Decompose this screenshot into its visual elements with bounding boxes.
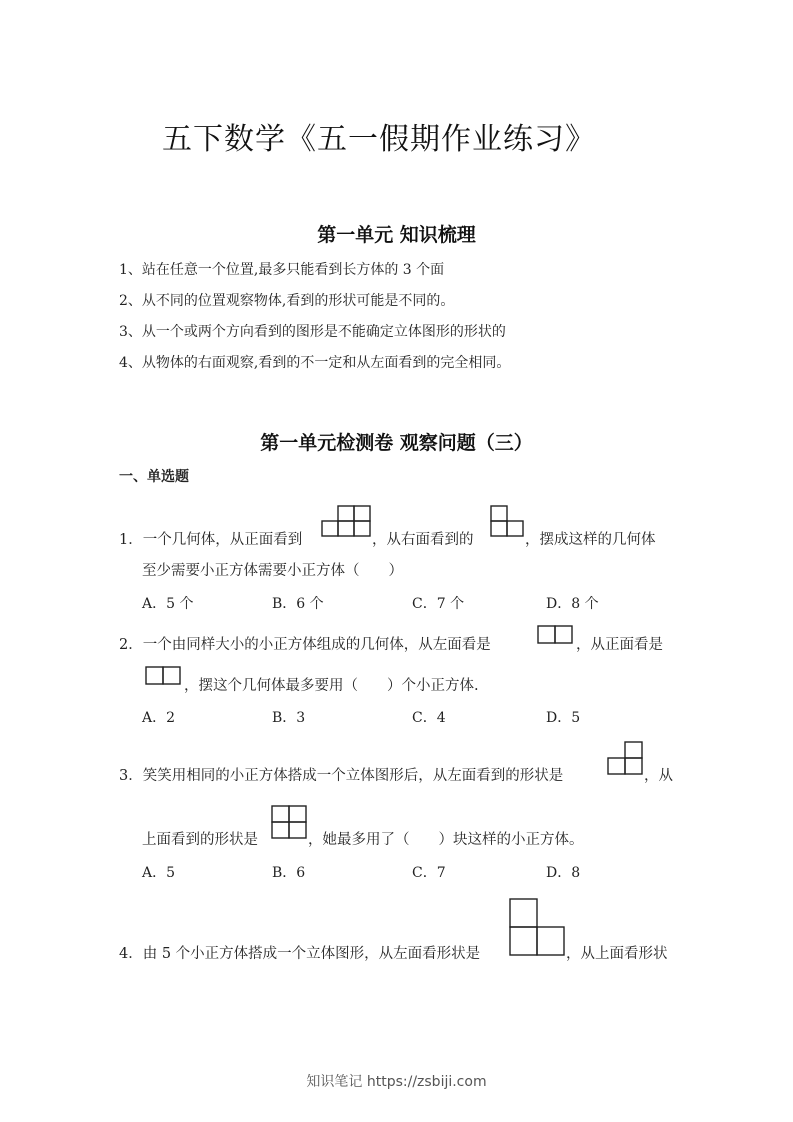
q2-left-view-figure	[537, 625, 573, 644]
q3-option-d[interactable]: D．8	[546, 865, 581, 881]
q3-left-view-figure	[607, 741, 643, 775]
q1-right-view-figure	[490, 505, 524, 537]
q1-option-a[interactable]: A．5 个	[142, 596, 194, 612]
test-heading: 第一单元检测卷 观察问题（三）	[260, 432, 533, 454]
q2-text-b: ，从正面看是	[576, 637, 663, 653]
q1-text-d: 至少需要小正方体需要小正方体（ ）	[142, 563, 403, 579]
q3-text-b: ，从	[644, 768, 673, 784]
q1-text-c: ，摆成这样的几何体	[525, 532, 656, 548]
q2-option-b[interactable]: B．3	[272, 710, 306, 726]
review-point-3: 3、从一个或两个方向看到的图形是不能确定立体图形的形状的	[119, 324, 506, 340]
q1-option-d[interactable]: D．8 个	[546, 596, 599, 612]
review-heading: 第一单元 知识梳理	[317, 224, 476, 246]
review-point-2: 2、从不同的位置观察物体,看到的形状可能是不同的。	[119, 293, 455, 309]
section-single-choice: 一、单选题	[119, 469, 189, 485]
q1-option-b[interactable]: B．6 个	[272, 596, 324, 612]
q3-top-view-figure	[271, 805, 307, 839]
q1-option-c[interactable]: C．7 个	[412, 596, 465, 612]
q1-text-b: ，从右面看到的	[372, 532, 474, 548]
q2-option-d[interactable]: D．5	[546, 710, 581, 726]
review-point-1: 1、站在任意一个位置,最多只能看到长方体的 3 个面	[119, 262, 445, 278]
q1-front-view-figure	[321, 505, 371, 537]
q3-text-c: 上面看到的形状是	[142, 832, 258, 848]
q2-option-c[interactable]: C．4	[412, 710, 446, 726]
q2-text-c: ，摆这个几何体最多要用（ ）个小正方体.	[184, 678, 479, 694]
q1-text-a: 1．一个几何体，从正面看到	[119, 532, 303, 548]
page-title: 五下数学《五一假期作业练习》	[162, 122, 596, 157]
review-point-4: 4、从物体的右面观察,看到的不一定和从左面看到的完全相同。	[119, 355, 511, 371]
q4-left-view-figure	[509, 898, 565, 956]
q3-option-b[interactable]: B．6	[272, 865, 306, 881]
q3-text-a: 3．笑笑用相同的小正方体搭成一个立体图形后，从左面看到的形状是	[119, 768, 564, 784]
q3-option-c[interactable]: C．7	[412, 865, 446, 881]
q4-text-b: ，从上面看形状	[566, 946, 668, 962]
q3-option-a[interactable]: A．5	[142, 865, 176, 881]
footer-source: 知识笔记 https://zsbiji.com	[306, 1074, 487, 1090]
q2-option-a[interactable]: A．2	[142, 710, 176, 726]
q3-text-d: ，她最多用了（ ）块这样的小正方体。	[308, 832, 584, 848]
q4-text-a: 4．由 5 个小正方体搭成一个立体图形，从左面看形状是	[119, 946, 481, 962]
q2-front-view-figure	[145, 666, 181, 685]
q2-text-a: 2．一个由同样大小的小正方体组成的几何体，从左面看是	[119, 637, 491, 653]
